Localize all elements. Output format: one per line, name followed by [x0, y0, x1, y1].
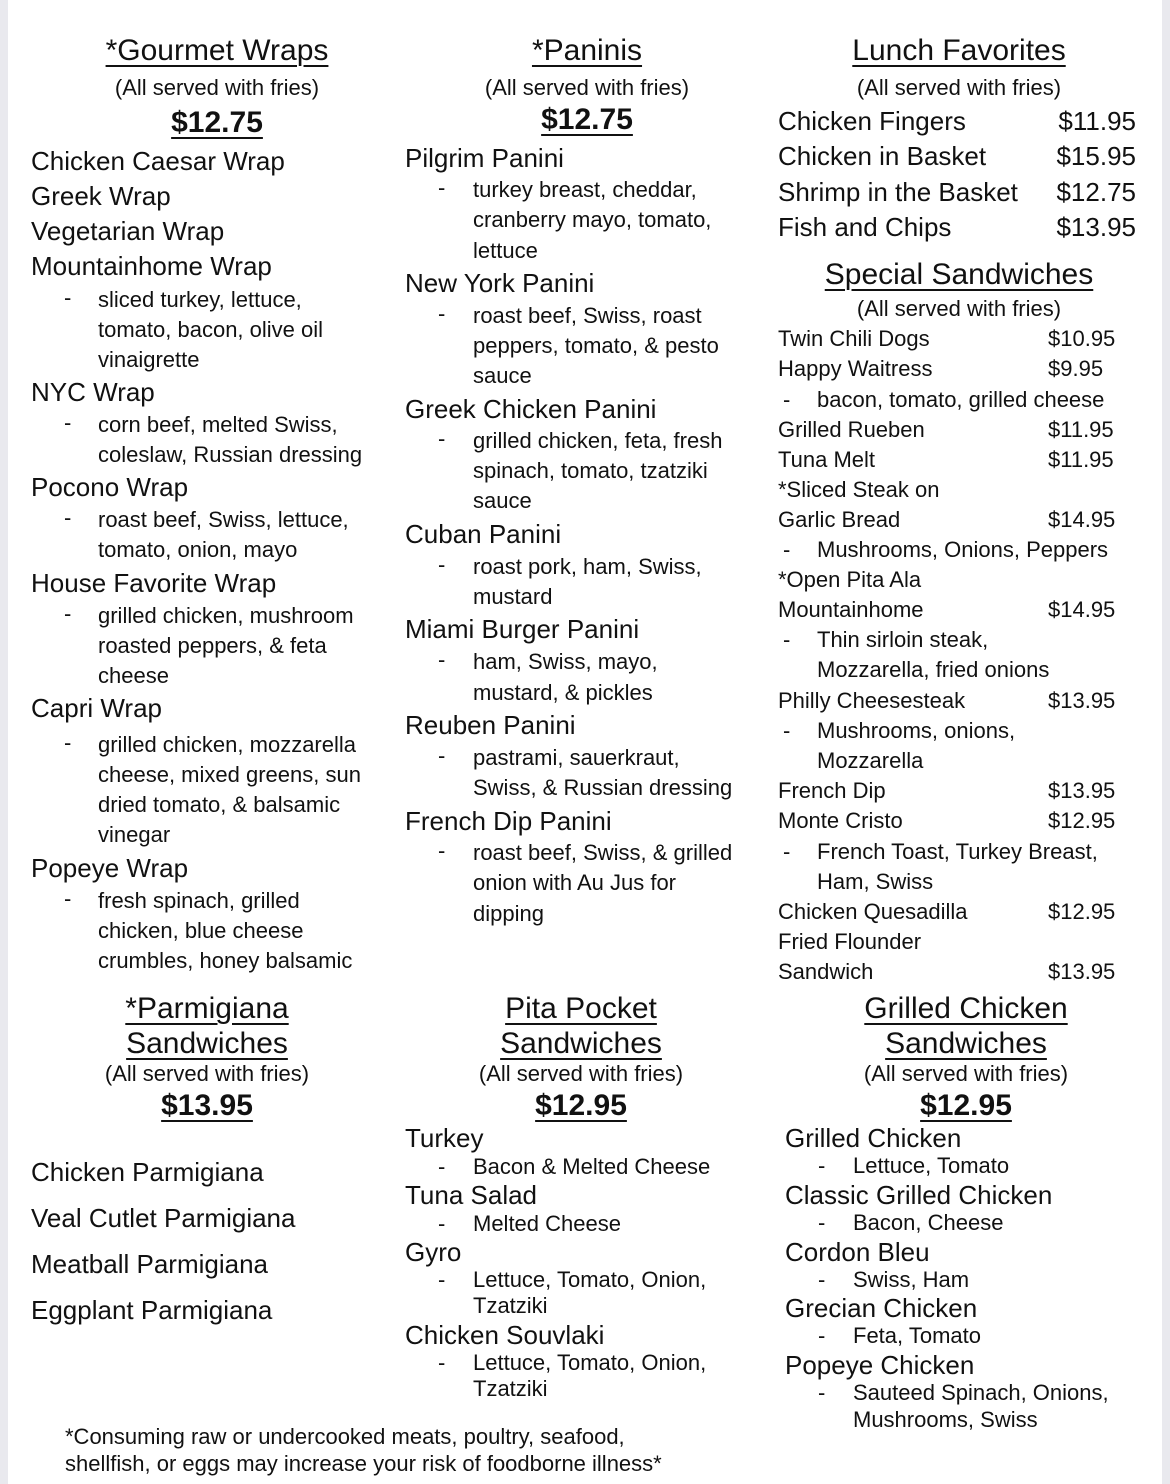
- page-edge-left: [0, 0, 8, 1484]
- menu-item-name: Chicken Caesar Wrap: [31, 146, 285, 176]
- parm-subtitle: (All served with fries): [104, 1061, 310, 1086]
- bullet-dash: -: [783, 537, 791, 562]
- footer-line: *Consuming raw or undercooked meats, poultry, seafood,: [65, 1424, 625, 1449]
- menu-item-name: Philly Cheesesteak: [778, 688, 966, 713]
- menu-item-name: Meatball Parmigiana: [31, 1249, 269, 1279]
- menu-item-desc: Feta, Tomato: [853, 1323, 981, 1348]
- menu-item-name: Fried Flounder: [778, 929, 922, 954]
- footer-line: shellfish, or eggs may increase your risk of foodborne illness*: [65, 1451, 662, 1476]
- menu-item-desc: peppers, tomato, & pesto: [473, 333, 719, 358]
- menu-item-name: Tuna Melt: [778, 447, 876, 472]
- parm-title: *Parmigiana: [125, 992, 289, 1025]
- bullet-dash: -: [64, 601, 72, 626]
- menu-item-desc: spinach, tomato, tzatziki: [473, 458, 708, 483]
- grilled-subtitle: (All served with fries): [863, 1061, 1069, 1086]
- bullet-dash: -: [818, 1267, 826, 1292]
- menu-item-name: Popeye Chicken: [785, 1350, 975, 1380]
- menu-item-desc: roasted peppers, & feta: [98, 633, 327, 658]
- menu-item-name: Happy Waitress: [778, 356, 933, 381]
- menu-item-name: Gyro: [405, 1237, 462, 1267]
- wraps-subtitle: (All served with fries): [114, 75, 320, 100]
- parm-price: $13.95: [161, 1089, 253, 1122]
- menu-item-name: Eggplant Parmigiana: [31, 1295, 273, 1325]
- special-subtitle: (All served with fries): [856, 296, 1062, 321]
- menu-item-desc: roast beef, Swiss, roast: [473, 303, 702, 328]
- menu-item-desc: Lettuce, Tomato, Onion,: [473, 1267, 707, 1292]
- menu-item-desc: Mozzarella, fried onions: [817, 657, 1050, 682]
- bullet-dash: -: [438, 426, 446, 451]
- menu-item-name: Pocono Wrap: [31, 472, 189, 502]
- menu-item-name: Greek Wrap: [31, 181, 171, 211]
- lunch-title: Lunch Favorites: [852, 34, 1066, 67]
- menu-item-name: Chicken Quesadilla: [778, 899, 968, 924]
- menu-item-desc: mustard: [473, 584, 553, 609]
- menu-item-price: $14.95: [1048, 507, 1116, 532]
- menu-item-price: $11.95: [1048, 447, 1114, 472]
- menu-item-name: Grilled Rueben: [778, 417, 925, 442]
- menu-item-name: French Dip Panini: [405, 806, 612, 836]
- menu-item-name: New York Panini: [405, 268, 595, 298]
- menu-item-desc: coleslaw, Russian dressing: [98, 442, 363, 467]
- menu-item-desc: Mushrooms, Swiss: [853, 1407, 1038, 1432]
- menu-item-desc: mustard, & pickles: [473, 680, 653, 705]
- menu-item-name: *Open Pita Ala: [778, 567, 922, 592]
- bullet-dash: -: [64, 886, 72, 911]
- menu-item-desc: Swiss, & Russian dressing: [473, 775, 733, 800]
- bullet-dash: -: [783, 718, 791, 743]
- grilled-title: Sandwiches: [885, 1027, 1047, 1060]
- menu-item-price: $11.95: [1058, 106, 1136, 136]
- menu-item-name: Veal Cutlet Parmigiana: [31, 1203, 296, 1233]
- menu-item-price: $9.95: [1048, 356, 1104, 381]
- menu-item-name: House Favorite Wrap: [31, 568, 277, 598]
- menu-item-desc: crumbles, honey balsamic: [98, 948, 353, 973]
- bullet-dash: -: [438, 647, 446, 672]
- menu-item-name: Fish and Chips: [778, 212, 952, 242]
- menu-item-price: $13.95: [1048, 778, 1116, 803]
- menu-item-price: $12.95: [1048, 899, 1116, 924]
- menu-item-price: $11.95: [1048, 417, 1114, 442]
- menu-item-name: Pilgrim Panini: [405, 143, 564, 173]
- menu-item-name: Monte Cristo: [778, 808, 903, 833]
- menu-item-desc: cheese, mixed greens, sun: [98, 762, 361, 787]
- bullet-dash: -: [818, 1323, 826, 1348]
- paninis-price: $12.75: [541, 103, 633, 136]
- bullet-dash: -: [818, 1210, 826, 1235]
- bullet-dash: -: [438, 743, 446, 768]
- menu-item-desc: Tzatziki: [473, 1293, 548, 1318]
- menu-item-name: Mountainhome: [778, 597, 924, 622]
- menu-item-desc: grilled chicken, mozzarella: [98, 732, 356, 757]
- menu-item-desc: Sauteed Spinach, Onions,: [853, 1380, 1109, 1405]
- menu-item-name: Grecian Chicken: [785, 1293, 978, 1323]
- menu-item-desc: sauce: [473, 488, 532, 513]
- menu-item-desc: fresh spinach, grilled: [98, 888, 300, 913]
- menu-item-desc: Mushrooms, onions,: [817, 718, 1016, 743]
- bullet-dash: -: [783, 627, 791, 652]
- menu-item-desc: tomato, onion, mayo: [98, 537, 298, 562]
- menu-item-desc: Melted Cheese: [473, 1211, 621, 1236]
- menu-item-desc: Lettuce, Tomato, Onion,: [473, 1350, 707, 1375]
- menu-item-desc: onion with Au Jus for: [473, 870, 677, 895]
- menu-item-desc: roast beef, Swiss, lettuce,: [98, 507, 349, 532]
- menu-item-desc: sauce: [473, 363, 532, 388]
- menu-item-desc: lettuce: [473, 238, 538, 263]
- menu-item-price: $10.95: [1048, 326, 1116, 351]
- menu-item-desc: corn beef, melted Swiss,: [98, 412, 338, 437]
- menu-item-desc: Mushrooms, Onions, Peppers: [817, 537, 1109, 562]
- menu-item-price: $15.95: [1056, 141, 1136, 171]
- menu-item-desc: Lettuce, Tomato: [853, 1153, 1010, 1178]
- menu-item-desc: dipping: [473, 901, 544, 926]
- menu-item-name: Cordon Bleu: [785, 1237, 930, 1267]
- menu-item-name: Miami Burger Panini: [405, 614, 640, 644]
- bullet-dash: -: [783, 387, 791, 412]
- menu-item-name: Chicken in Basket: [778, 141, 987, 171]
- menu-item-name: Mountainhome Wrap: [31, 251, 272, 281]
- menu-item-desc: Thin sirloin steak,: [817, 627, 989, 652]
- menu-item-name: Twin Chili Dogs: [778, 326, 930, 351]
- menu-item-desc: cheese: [98, 663, 169, 688]
- wraps-price: $12.75: [171, 106, 263, 139]
- menu-item-name: Chicken Parmigiana: [31, 1157, 264, 1187]
- menu-item-price: $13.95: [1048, 688, 1116, 713]
- menu-item-desc: sliced turkey, lettuce,: [98, 287, 302, 312]
- menu-item-name: *Sliced Steak on: [778, 477, 940, 502]
- menu-item-name: Reuben Panini: [405, 710, 576, 740]
- menu-item-name: Popeye Wrap: [31, 853, 189, 883]
- menu-item-name: Chicken Souvlaki: [405, 1320, 605, 1350]
- menu-item-desc: grilled chicken, feta, fresh: [473, 428, 723, 453]
- menu-item-name: Tuna Salad: [405, 1180, 538, 1210]
- menu-item-desc: roast beef, Swiss, & grilled: [473, 840, 733, 865]
- bullet-dash: -: [818, 1380, 826, 1405]
- bullet-dash: -: [438, 175, 446, 200]
- pita-title: Pita Pocket: [505, 992, 657, 1025]
- menu-item-desc: ham, Swiss, mayo,: [473, 649, 658, 674]
- grilled-price: $12.95: [920, 1089, 1012, 1122]
- pita-title: Sandwiches: [500, 1027, 662, 1060]
- wraps-title: *Gourmet Wraps: [105, 34, 329, 67]
- menu-item-name: Grilled Chicken: [785, 1123, 962, 1153]
- menu-item-name: Vegetarian Wrap: [31, 216, 225, 246]
- bullet-dash: -: [783, 839, 791, 864]
- menu-item-desc: turkey breast, cheddar,: [473, 177, 697, 202]
- bullet-dash: -: [438, 1154, 446, 1179]
- menu-item-desc: vinegar: [98, 822, 171, 847]
- menu-item-name: Chicken Fingers: [778, 106, 966, 136]
- menu-item-name: Shrimp in the Basket: [778, 177, 1018, 207]
- menu-item-name: Garlic Bread: [778, 507, 901, 532]
- menu-item-price: $13.95: [1056, 212, 1136, 242]
- parm-title: Sandwiches: [126, 1027, 288, 1060]
- menu-item-desc: Tzatziki: [473, 1376, 548, 1401]
- menu-item-name: French Dip: [778, 778, 886, 803]
- menu-item-price: $12.75: [1056, 177, 1136, 207]
- bullet-dash: -: [438, 552, 446, 577]
- menu-item-name: Turkey: [405, 1123, 484, 1153]
- bullet-dash: -: [818, 1153, 826, 1178]
- bullet-dash: -: [438, 1267, 446, 1292]
- menu-item-price: $13.95: [1048, 959, 1116, 984]
- menu-item-desc: French Toast, Turkey Breast,: [817, 839, 1098, 864]
- pita-price: $12.95: [535, 1089, 627, 1122]
- menu-item-desc: grilled chicken, mushroom: [98, 603, 354, 628]
- menu-item-desc: cranberry mayo, tomato,: [473, 207, 712, 232]
- menu-item-name: Capri Wrap: [31, 693, 163, 723]
- bullet-dash: -: [438, 838, 446, 863]
- menu-item-desc: pastrami, sauerkraut,: [473, 745, 680, 770]
- menu-item-desc: bacon, tomato, grilled cheese: [817, 387, 1105, 412]
- menu-item-name: Classic Grilled Chicken: [785, 1180, 1053, 1210]
- page-edge-right: [1162, 0, 1170, 1484]
- bullet-dash: -: [64, 410, 72, 435]
- menu-item-desc: Mozzarella: [817, 748, 924, 773]
- menu-item-desc: dried tomato, & balsamic: [98, 792, 341, 817]
- bullet-dash: -: [64, 285, 72, 310]
- menu-item-price: $14.95: [1048, 597, 1116, 622]
- pita-subtitle: (All served with fries): [478, 1061, 684, 1086]
- grilled-title: Grilled Chicken: [864, 992, 1068, 1025]
- menu-item-desc: roast pork, ham, Swiss,: [473, 554, 702, 579]
- menu-item-desc: Ham, Swiss: [817, 869, 934, 894]
- bullet-dash: -: [64, 730, 72, 755]
- paninis-subtitle: (All served with fries): [484, 75, 690, 100]
- menu-item-price: $12.95: [1048, 808, 1116, 833]
- bullet-dash: -: [438, 1350, 446, 1375]
- paninis-title: *Paninis: [531, 34, 643, 67]
- menu-item-name: NYC Wrap: [31, 377, 155, 407]
- bullet-dash: -: [438, 1211, 446, 1236]
- menu-item-desc: Swiss, Ham: [853, 1267, 970, 1292]
- special-title: Special Sandwiches: [824, 258, 1094, 291]
- menu-item-desc: vinaigrette: [98, 347, 200, 372]
- bullet-dash: -: [64, 505, 72, 530]
- bullet-dash: -: [438, 301, 446, 326]
- menu-item-name: Greek Chicken Panini: [405, 394, 657, 424]
- menu-item-desc: Bacon & Melted Cheese: [473, 1154, 711, 1179]
- lunch-subtitle: (All served with fries): [856, 75, 1062, 100]
- menu-item-desc: chicken, blue cheese: [98, 918, 304, 943]
- menu-item-desc: Bacon, Cheese: [853, 1210, 1004, 1235]
- menu-item-name: Cuban Panini: [405, 519, 562, 549]
- menu-item-name: Sandwich: [778, 959, 874, 984]
- menu-item-desc: tomato, bacon, olive oil: [98, 317, 324, 342]
